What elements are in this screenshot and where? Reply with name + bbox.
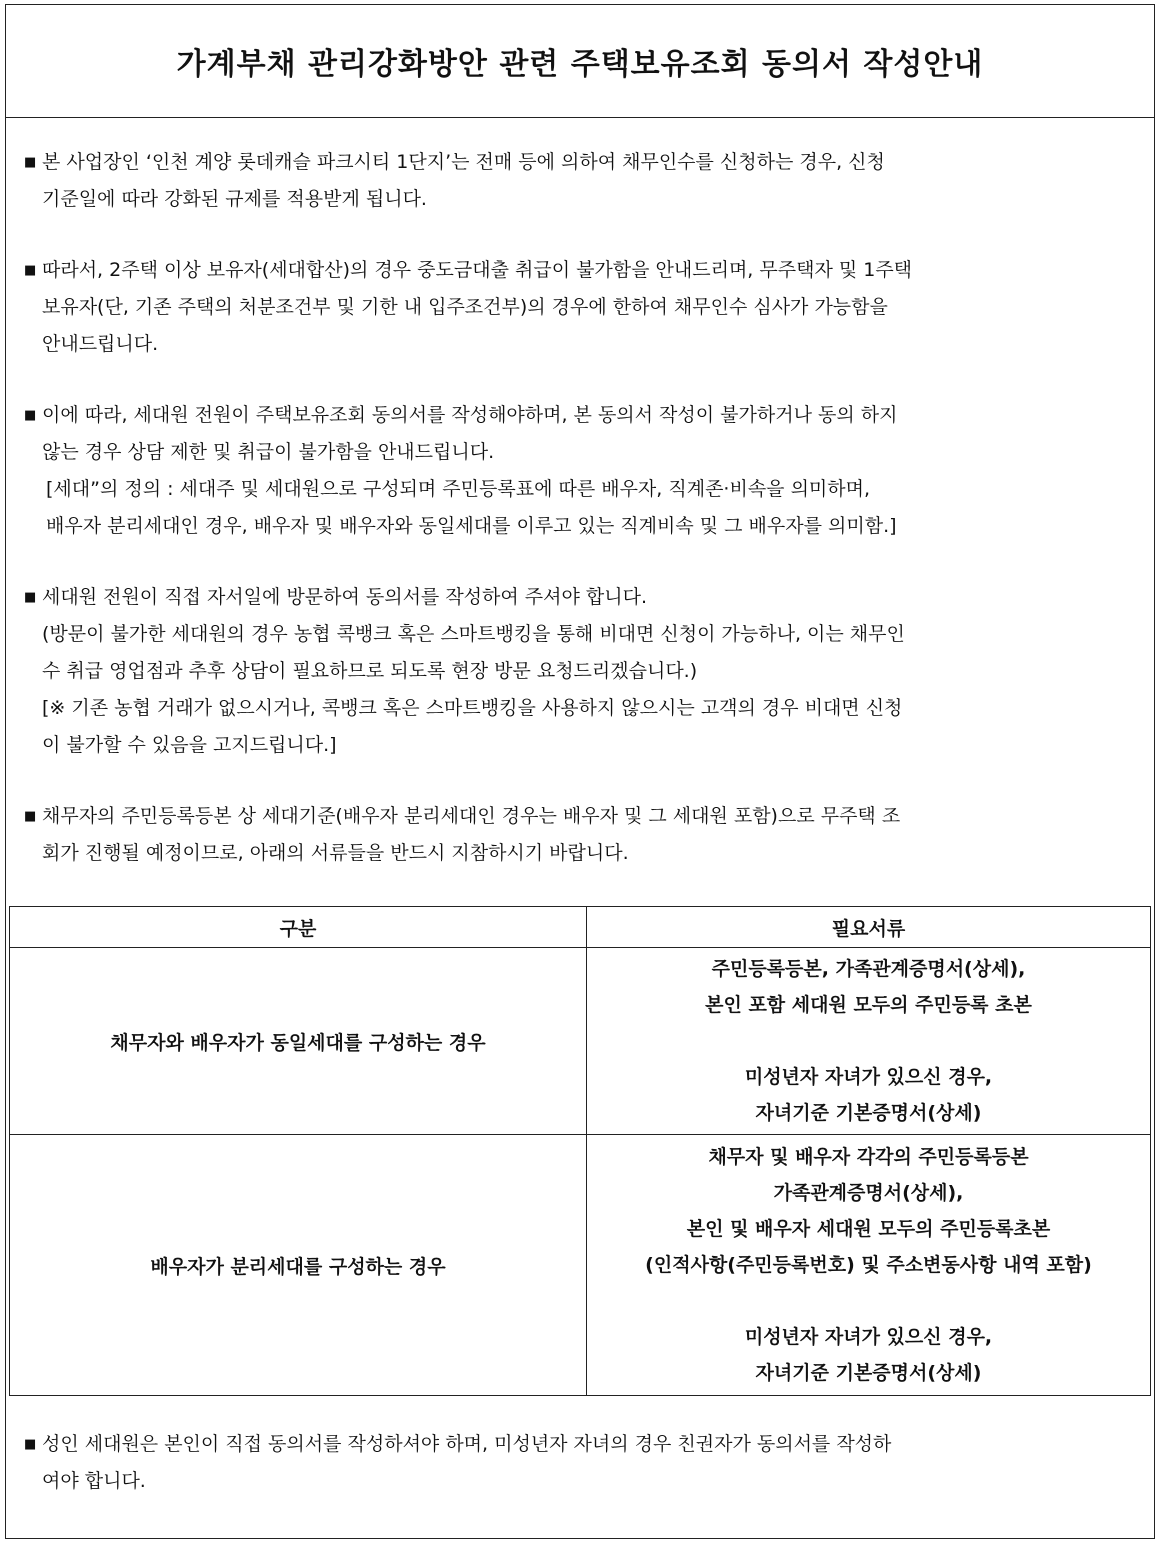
document-item: 본인 및 배우자 세대원 모두의 주민등록초본 [686, 1218, 1051, 1240]
square-bullet-icon: ■ [24, 263, 37, 278]
paragraph-line: (방문이 불가한 세대원의 경우 농협 콕뱅크 혹은 스마트뱅킹을 통해 비대면 신청이 가능하나, 이는 채무인 [42, 623, 905, 645]
paragraph-line: 여야 합니다. [42, 1470, 146, 1492]
document [5, 4, 1155, 1539]
table-cell-documents [587, 1135, 1151, 1396]
table-cell-documents [587, 948, 1151, 1135]
paragraph-2 [20, 252, 1140, 363]
paragraph-line: 안내드립니다. [42, 333, 159, 355]
document-item: 가족관계증명서(상세), [773, 1182, 964, 1204]
paragraph-line: 않는 경우 상담 제한 및 취급이 불가함을 안내드립니다. [42, 441, 495, 463]
paragraph-5 [20, 798, 1140, 872]
paragraph-3 [20, 397, 1140, 545]
paragraph-final [20, 1426, 1140, 1500]
paragraph-line: 보유자(단, 기존 주택의 처분조건부 및 기한 내 입주조건부)의 경우에 한하여 채무인수 심사가 가능함을 [42, 296, 888, 318]
paragraph-line: 세대원 전원이 직접 자서일에 방문하여 동의서를 작성하여 주셔야 합니다. [42, 586, 647, 608]
square-bullet-icon: ■ [24, 155, 37, 170]
paragraph-line: 수 취급 영업점과 추후 상담이 필요하므로 되도록 현장 방문 요청드리겠습니다.) [42, 660, 698, 682]
document-item: (인적사항(주민등록번호) 및 주소변동사항 내역 포함) [645, 1254, 1092, 1276]
title-box [6, 5, 1154, 118]
square-bullet-icon: ■ [24, 809, 37, 824]
paragraph-line: 기준일에 따라 강화된 규제를 적용받게 됩니다. [42, 188, 427, 210]
table-header-row [10, 907, 1151, 948]
paragraph-line: 성인 세대원은 본인이 직접 동의서를 작성하셔야 하며, 미성년자 자녀의 경우 친권자가 동의서를 작성하 [42, 1433, 892, 1455]
square-bullet-icon: ■ [24, 1437, 37, 1452]
definition-note: 배우자 분리세대인 경우, 배우자 및 배우자와 동일세대를 이루고 있는 직계비속 및 그 배우자를 의미함.] [46, 515, 897, 537]
square-bullet-icon: ■ [24, 590, 37, 605]
document-item: 본인 포함 세대원 모두의 주민등록 초본 [705, 994, 1032, 1016]
paragraph-4 [20, 579, 1140, 764]
table-row [10, 948, 1151, 1135]
document-item: 자녀기준 기본증명서(상세) [755, 1102, 982, 1124]
document-item: 주민등록등본, 가족관계증명서(상세), [711, 958, 1026, 980]
paragraph-line: 본 사업장인 ‘인천 계양 롯데캐슬 파크시티 1단지’는 전매 등에 의하여 채무인수를 신청하는 경우, 신청 [42, 151, 885, 173]
paragraph-line: 이에 따라, 세대원 전원이 주택보유조회 동의서를 작성해야하며, 본 동의서 작성이 불가하거나 동의 하지 [42, 404, 898, 426]
document-footer [6, 1426, 1154, 1500]
paragraph-line: 회가 진행될 예정이므로, 아래의 서류들을 반드시 지참하시기 바랍니다. [42, 842, 629, 864]
paragraph-1 [20, 144, 1140, 218]
table-cell-category: 배우자가 분리세대를 구성하는 경우 [10, 1135, 587, 1396]
table-cell-category: 채무자와 배우자가 동일세대를 구성하는 경우 [10, 948, 587, 1135]
required-documents-table [9, 906, 1151, 1396]
table-row [10, 1135, 1151, 1396]
square-bullet-icon: ■ [24, 408, 37, 423]
page-title: 가계부채 관리강화방안 관련 주택보유조회 동의서 작성안내 [176, 47, 984, 82]
document-item: 미성년자 자녀가 있으신 경우, [744, 1066, 993, 1088]
document-body [6, 118, 1154, 872]
paragraph-line: 따라서, 2주택 이상 보유자(세대합산)의 경우 중도금대출 취급이 불가함을 안내드리며, 무주택자 및 1주택 [42, 259, 913, 281]
definition-note: [세대”의 정의 : 세대주 및 세대원으로 구성되며 주민등록표에 따른 배우자, 직계존·비속을 의미하며, [46, 478, 871, 500]
table-header-documents: 필요서류 [587, 907, 1151, 948]
paragraph-line: [※ 기존 농협 거래가 없으시거나, 콕뱅크 혹은 스마트뱅킹을 사용하지 않으시는 고객의 경우 비대면 신청 [42, 697, 903, 719]
document-item: 채무자 및 배우자 각각의 주민등록등본 [708, 1146, 1029, 1168]
document-item: 미성년자 자녀가 있으신 경우, [744, 1326, 993, 1348]
document-item: 자녀기준 기본증명서(상세) [755, 1362, 982, 1384]
paragraph-line: 이 불가할 수 있음을 고지드립니다.] [42, 734, 337, 756]
table-header-category: 구분 [10, 907, 587, 948]
paragraph-line: 채무자의 주민등록등본 상 세대기준(배우자 분리세대인 경우는 배우자 및 그 세대원 포함)으로 무주택 조 [42, 805, 901, 827]
